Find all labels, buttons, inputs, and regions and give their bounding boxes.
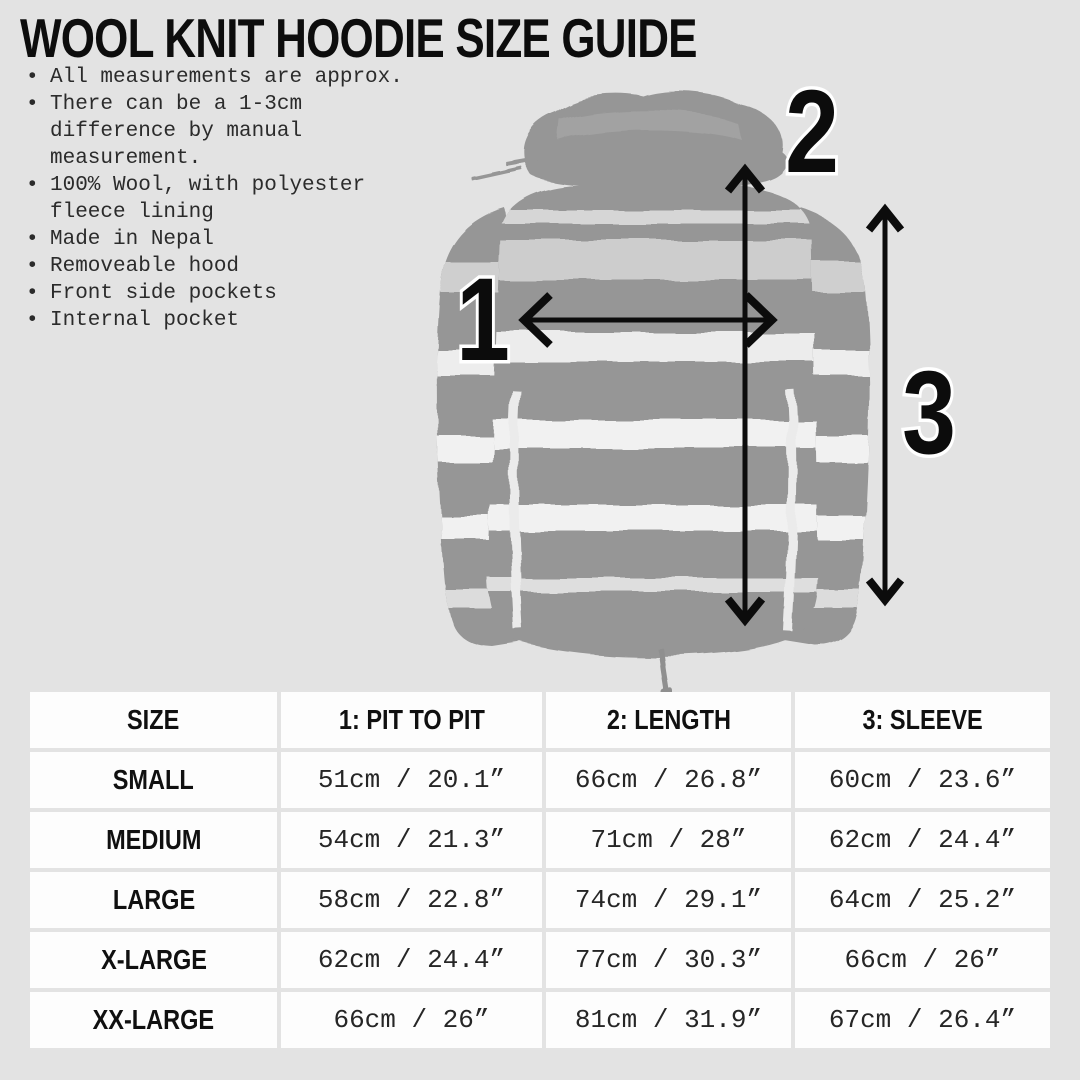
list-item: • Front side pockets bbox=[24, 280, 436, 307]
col-header-size: SIZE bbox=[30, 692, 277, 748]
size-table bbox=[30, 692, 1050, 1048]
row-label-small: SMALL bbox=[30, 752, 277, 808]
list-item: • Internal pocket bbox=[24, 307, 436, 334]
row-label-x-large: X-LARGE bbox=[30, 932, 277, 988]
page-title: WOOL KNIT HOODIE SIZE GUIDE bbox=[20, 7, 697, 69]
arrow-sleeve bbox=[869, 210, 901, 600]
value-x-large-pit: 62cm / 24.4” bbox=[281, 932, 542, 988]
value-large-sleeve: 64cm / 25.2” bbox=[795, 872, 1050, 928]
product-notes-list bbox=[24, 64, 436, 334]
list-item: • Made in Nepal bbox=[24, 226, 436, 253]
value-large-length: 74cm / 29.1” bbox=[546, 872, 791, 928]
value-small-sleeve: 60cm / 23.6” bbox=[795, 752, 1050, 808]
value-xx-large-length: 81cm / 31.9” bbox=[546, 992, 791, 1048]
list-item: • Removeable hood bbox=[24, 253, 436, 280]
row-label-medium: MEDIUM bbox=[30, 812, 277, 868]
value-medium-sleeve: 62cm / 24.4” bbox=[795, 812, 1050, 868]
value-x-large-sleeve: 66cm / 26” bbox=[795, 932, 1050, 988]
value-small-pit: 51cm / 20.1” bbox=[281, 752, 542, 808]
marker-2: 2 bbox=[785, 80, 839, 198]
value-small-length: 66cm / 26.8” bbox=[546, 752, 791, 808]
list-item: • 100% Wool, with polyester fleece lining bbox=[24, 172, 436, 226]
col-header-sleeve: 3: SLEEVE bbox=[795, 692, 1050, 748]
col-header-length: 2: LENGTH bbox=[546, 692, 791, 748]
list-item: • All measurements are approx. bbox=[24, 64, 436, 91]
row-label-xx-large: XX-LARGE bbox=[30, 992, 277, 1048]
list-item: • There can be a 1-3cm difference by manual measurement. bbox=[24, 91, 436, 172]
value-x-large-length: 77cm / 30.3” bbox=[546, 932, 791, 988]
marker-1: 1 bbox=[456, 252, 510, 386]
hoodie-illustration bbox=[420, 93, 980, 702]
row-label-large: LARGE bbox=[30, 872, 277, 928]
value-medium-pit: 54cm / 21.3” bbox=[281, 812, 542, 868]
hoodie-measurement-diagram bbox=[415, 80, 985, 705]
value-medium-length: 71cm / 28” bbox=[546, 812, 791, 868]
value-xx-large-pit: 66cm / 26” bbox=[281, 992, 542, 1048]
marker-3: 3 bbox=[902, 345, 956, 479]
col-header-pit-to-pit: 1: PIT TO PIT bbox=[281, 692, 542, 748]
value-large-pit: 58cm / 22.8” bbox=[281, 872, 542, 928]
value-xx-large-sleeve: 67cm / 26.4” bbox=[795, 992, 1050, 1048]
